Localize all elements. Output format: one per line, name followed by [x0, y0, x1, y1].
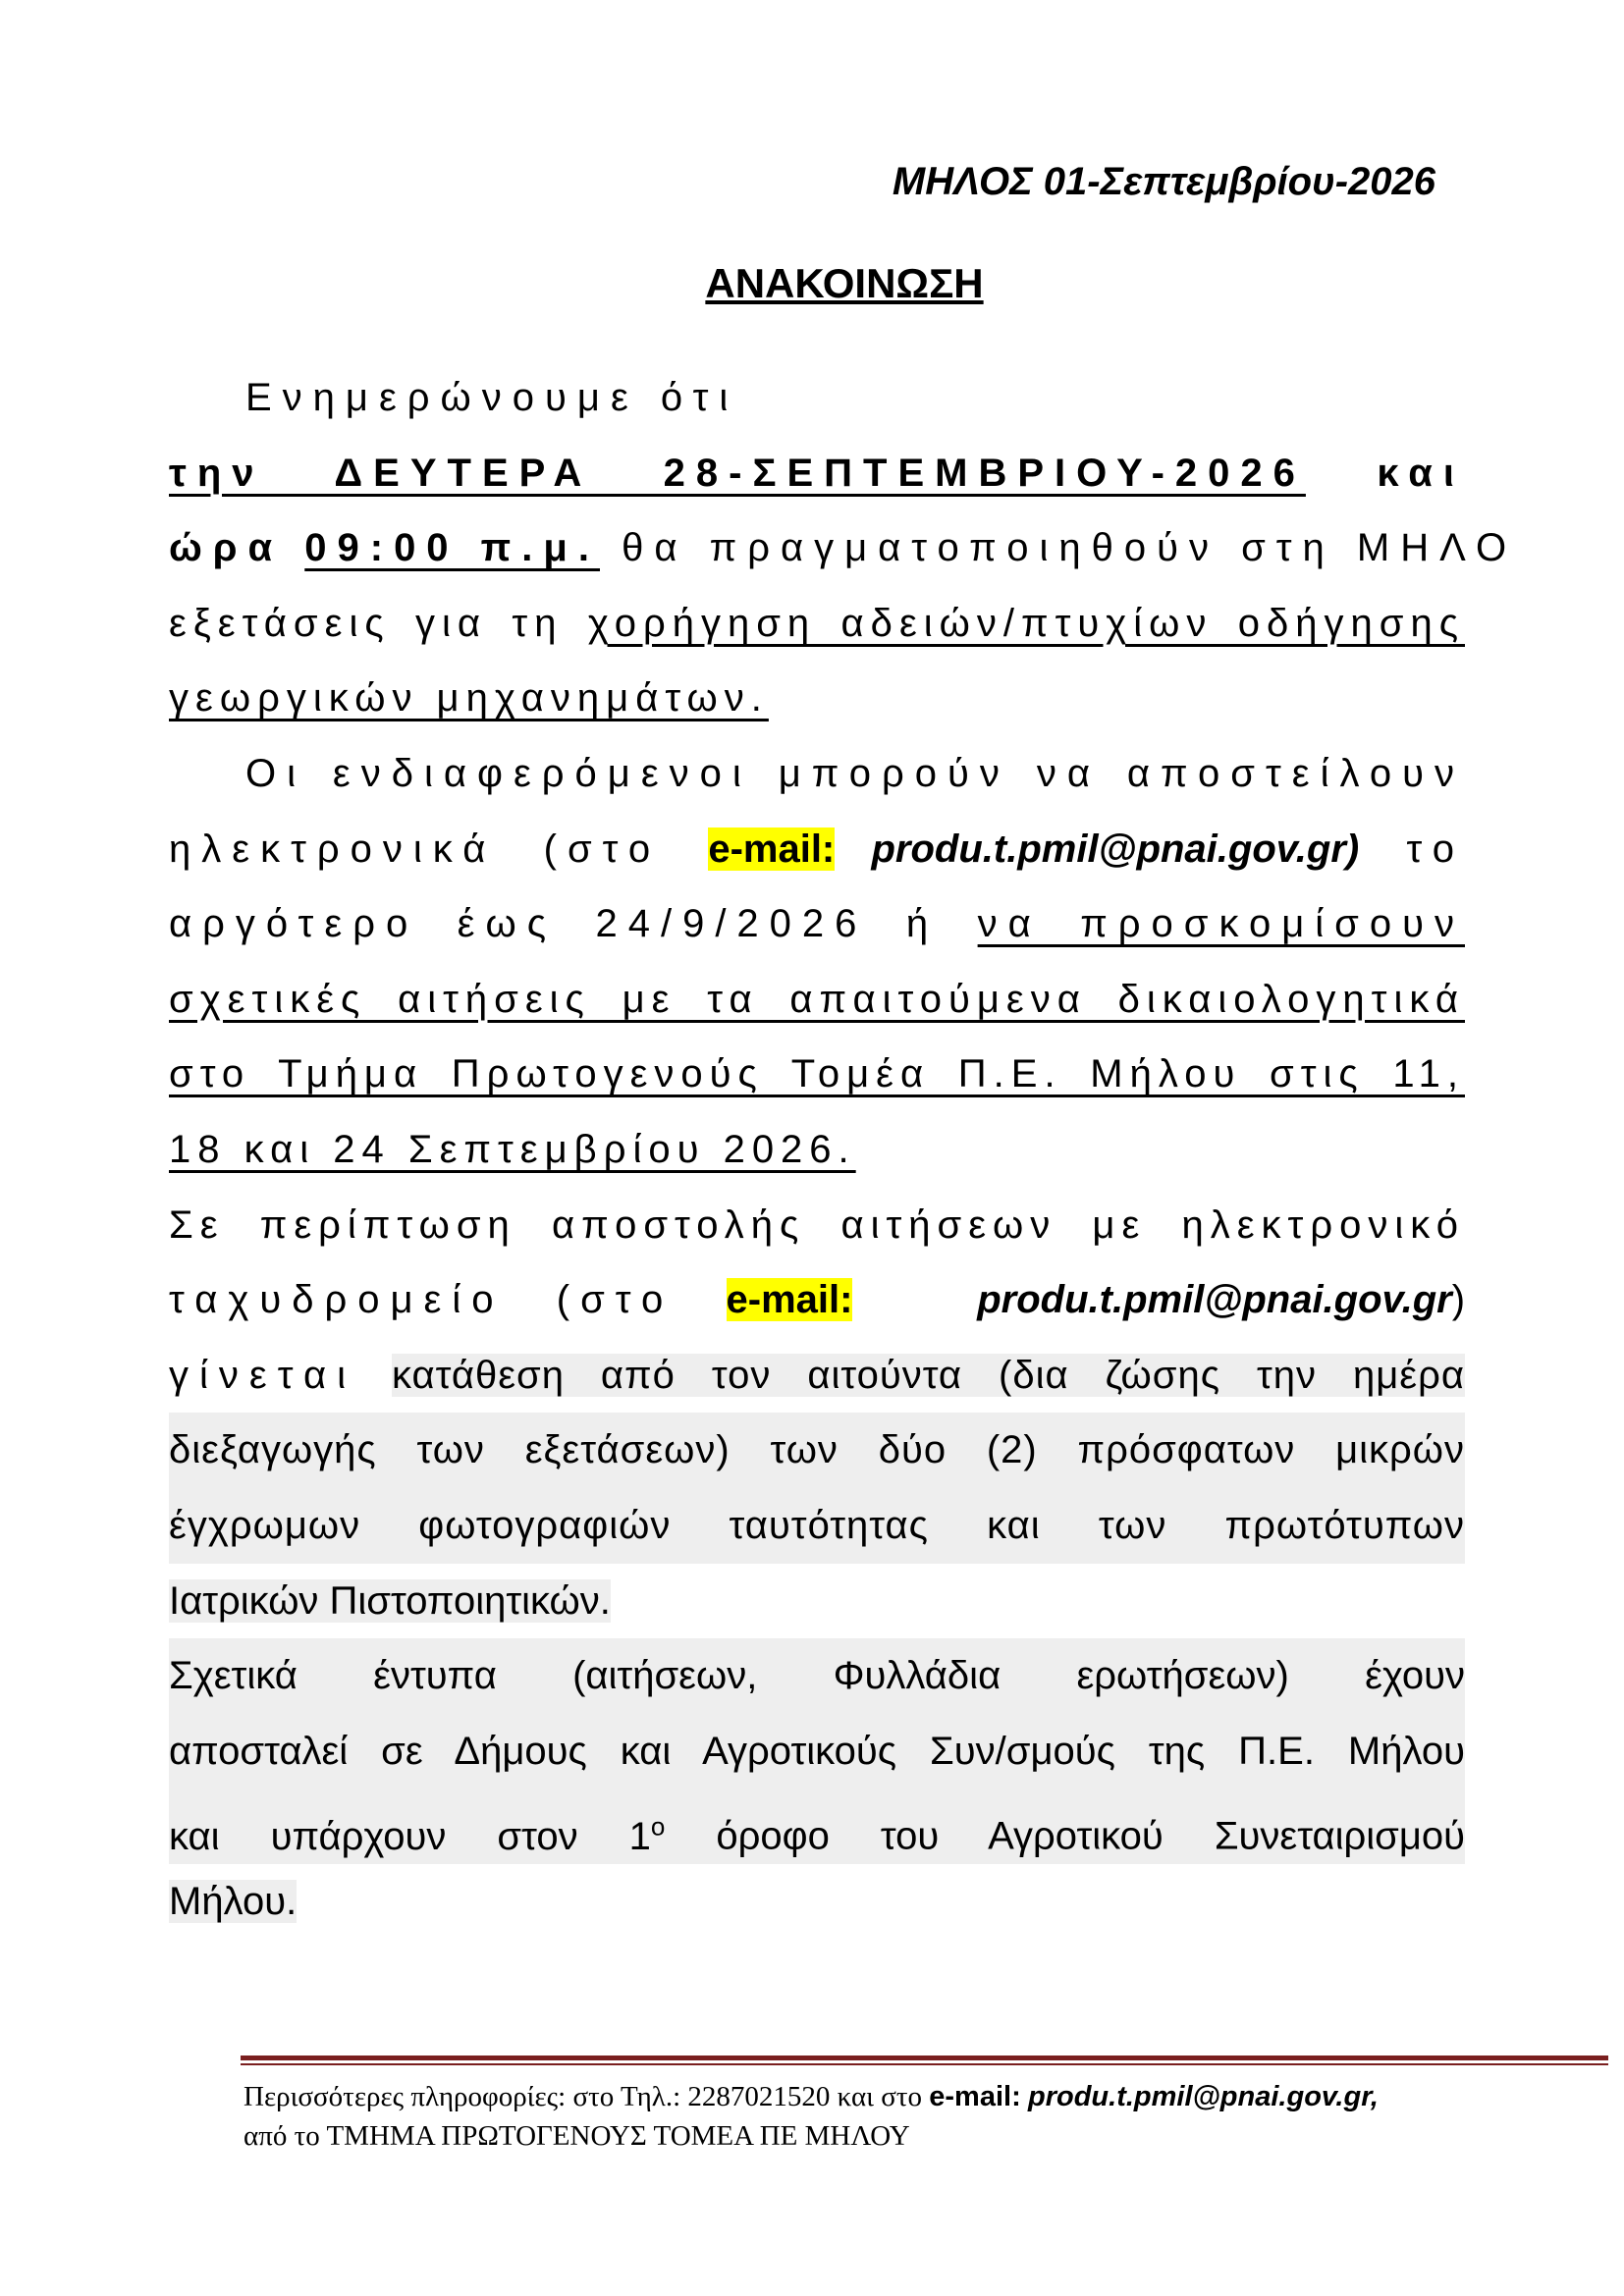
- body-line-10: [169, 1037, 1465, 1112]
- milos-text: Μήλου.: [169, 1879, 298, 1923]
- sent-text: αποσταλεί σε Δήμους και Αγροτικούς Συν/σμούς της Π.Ε. Μήλου: [169, 1729, 1465, 1773]
- intro-text: Ενημερώνουμε ότι: [245, 376, 739, 419]
- footer-email-link[interactable]: produ.t.pmil@pnai.gov.gr: [1028, 2081, 1371, 2112]
- email-link-2[interactable]: produ.t.pmil@pnai.gov.gr: [977, 1278, 1452, 1322]
- footer-rule: [241, 2056, 1608, 2060]
- and-word: και: [1377, 451, 1465, 495]
- exam-time: 09:00 π.μ.: [304, 526, 600, 570]
- body-line-6: [169, 736, 1465, 812]
- applications-text: σχετικές αιτήσεις με τα απαιτούμενα δικαιολογητικά: [169, 977, 1465, 1021]
- body-line-13: [169, 1262, 1465, 1338]
- body-line-15: [169, 1413, 1465, 1488]
- body-line-19: [169, 1714, 1465, 1789]
- to-text: το: [1406, 827, 1465, 871]
- body-line-14: [169, 1338, 1465, 1414]
- footer-comma: ,: [1370, 2081, 1379, 2112]
- body-line-18: [169, 1638, 1465, 1714]
- body-line-4: [169, 586, 1465, 662]
- submit-text: να προσκομίσουν: [977, 902, 1465, 946]
- email-case-text: Σε περίπτωση αποστολής αιτήσεων με ηλεκτρονικό: [169, 1202, 1465, 1247]
- body-line-2: [169, 436, 1465, 511]
- footer-line-2: από το ΤΜΗΜΑ ΠΡΩΤΟΓΕΝΟΥΣ ΤΟΜΕΑ ΠΕ ΜΗΛΟΥ: [244, 2120, 910, 2152]
- page-title: ΑΝΑΚΟΙΝΩΣΗ: [705, 260, 984, 306]
- body-line-1: [169, 360, 1465, 436]
- interested-text: Οι ενδιαφερόμενοι μπορούν να αποστείλουν: [245, 751, 1465, 795]
- email-link[interactable]: produ.t.pmil@pnai.gov.gr): [871, 827, 1360, 871]
- floor-text: όροφο του Αγροτικού Συνεταιρισμού: [716, 1814, 1465, 1858]
- filing-text: κατάθεση από τον αιτούντα (δια ζώσης την ημέρα: [391, 1353, 1465, 1397]
- exam-day: την ΔΕΥΤΕΡΑ 28-ΣΕΠΤΕΜΒΡΙΟΥ-2026: [169, 451, 1306, 495]
- body-line-16: [169, 1488, 1465, 1564]
- deadline-text: αργότερο έως 24/9/2026 ή: [169, 902, 940, 946]
- date-line: ΜΗΛΟΣ 01-Σεπτεμβρίου-2026: [892, 160, 1435, 203]
- exams-text: εξετάσεις για τη: [169, 601, 564, 645]
- available-text: [169, 1811, 666, 1858]
- exam-location-text: θα πραγματοποιηθούν στη ΜΗΛΟ: [622, 526, 1518, 570]
- body-line-3: [169, 510, 1518, 586]
- body-line-8: [169, 886, 1465, 962]
- close-paren: ): [1451, 1278, 1466, 1322]
- dates-text: 18 και 24 Σεπτεμβρίου 2026.: [169, 1127, 856, 1171]
- announcement-body: [169, 360, 1518, 1939]
- email-group-1: [708, 828, 1359, 871]
- license-text: χορήγηση αδειών/πτυχίων οδήγησης: [587, 601, 1465, 645]
- certificates-text: Ιατρικών Πιστοποιητικών.: [169, 1578, 611, 1623]
- footer-line-1: [244, 2077, 1608, 2116]
- done-text: γίνεται: [169, 1353, 356, 1397]
- body-line-5: [169, 661, 1465, 736]
- photos-text: διεξαγωγής των εξετάσεων) των δύο (2) πρόσφατων μικρών: [169, 1428, 1465, 1472]
- email-label: e-mail:: [708, 827, 836, 871]
- ordinal-sup: ο: [650, 1811, 666, 1842]
- footer-rule-thin: [241, 2063, 1608, 2065]
- body-line-21: [169, 1864, 1465, 1940]
- footer-email-label: e-mail:: [929, 2081, 1021, 2112]
- body-line-9: [169, 962, 1465, 1038]
- footer-prefix: Περισσότερες πληροφορίες: στο Τηλ.: 2287021520 και στο: [244, 2081, 923, 2112]
- body-line-12: [169, 1188, 1465, 1263]
- electronic-text: ηλεκτρονικά (στο: [169, 827, 662, 871]
- footer: [244, 2077, 1608, 2156]
- body-line-7: [169, 812, 1465, 887]
- body-line-20: [169, 1789, 1465, 1864]
- mail-text: ταχυδρομείο (στο: [169, 1278, 675, 1322]
- department-text: στο Τμήμα Πρωτογενούς Τομέα Π.Ε. Μήλου στις 11,: [169, 1052, 1465, 1096]
- id-photos-text: έγχρωμων φωτογραφιών ταυτότητας και των πρωτότυπων: [169, 1503, 1465, 1547]
- available-start: και υπάρχουν στον 1: [169, 1814, 651, 1858]
- machinery-text: γεωργικών μηχανημάτων.: [169, 676, 769, 721]
- body-line-17: [169, 1564, 1465, 1639]
- email-group-2: [727, 1278, 1465, 1321]
- email-label-2: e-mail:: [726, 1278, 853, 1322]
- forms-text: Σχετικά έντυπα (αιτήσεων, Φυλλάδια ερωτήσεων) έχουν: [169, 1654, 1465, 1698]
- time-word: ώρα: [169, 526, 284, 570]
- body-line-11: [169, 1112, 1465, 1188]
